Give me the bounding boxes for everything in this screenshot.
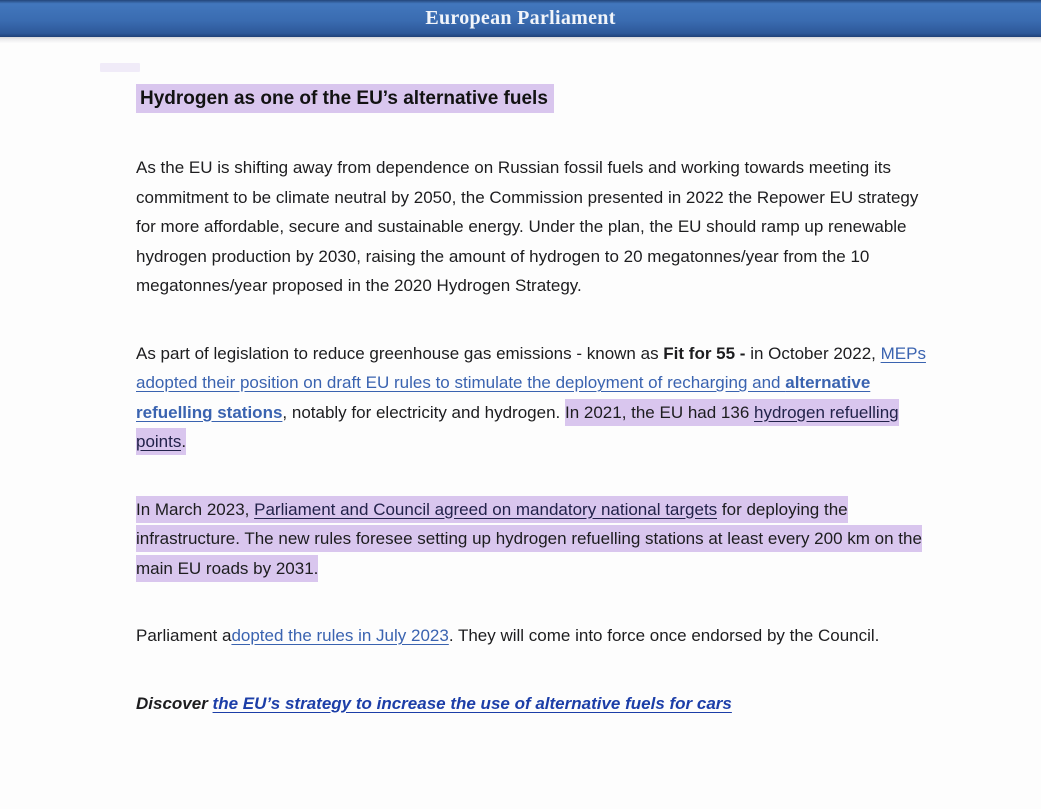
text-run: for deploying the infrastructure. The new rules foresee setting up hydrogen refuelling stations at least every 200 km on the main EU roads by 2031. bbox=[136, 496, 922, 582]
highlight-artifact bbox=[100, 63, 140, 72]
text-run: Discover bbox=[136, 693, 213, 713]
link-meps-position[interactable]: MEPs adopted their position on draft EU rules to stimulate the deployment of recharging and bbox=[136, 343, 926, 392]
site-title: European Parliament bbox=[425, 7, 616, 29]
paragraph-fit-for-55 bbox=[136, 339, 938, 457]
link-alternative-refuelling-stations[interactable]: alternative refuelling stations bbox=[136, 373, 871, 422]
link-hydrogen-refuelling-points[interactable]: hydrogen refuelling points bbox=[136, 399, 899, 456]
paragraph-march-2023-highlight bbox=[136, 495, 938, 584]
article-heading bbox=[136, 85, 938, 112]
text-run: As part of legislation to reduce greenhouse gas emissions - known as bbox=[136, 343, 664, 363]
link-eu-strategy-alternative-fuels[interactable]: the EU’s strategy to increase the use of alternative fuels for cars bbox=[212, 693, 732, 713]
text-run: In March 2023, bbox=[136, 496, 254, 523]
text-run: , notably for electricity and hydrogen. bbox=[282, 402, 565, 422]
article-content bbox=[0, 43, 938, 758]
text-run: As the EU is shifting away from dependence on Russian fossil fuels and working towards meeting its commitment to be climate neutral by 2050, the Commission presented in 2022 the Repower EU strategy for more affordable, secure and sustainable energy. Under the plan, the EU should ramp up renewable hydrogen production by 2030, raising the amount of hydrogen to 20 megatonnes/year from the 10 megatonnes/year proposed in the 2020 Hydrogen Strategy. bbox=[136, 158, 919, 295]
text-run: Parliament a bbox=[136, 626, 232, 645]
text-run: in October 2022, bbox=[745, 343, 881, 363]
link-adopted-rules-july-2023[interactable]: dopted the rules in July 2023 bbox=[231, 626, 449, 645]
paragraph-discover bbox=[136, 689, 938, 719]
paragraph-adopted-rules bbox=[136, 621, 938, 651]
text-run: In 2021, the EU had 136 bbox=[565, 399, 754, 426]
text-run: . They will come into force once endorsed by the Council. bbox=[448, 626, 880, 645]
text-run: . bbox=[181, 428, 186, 455]
article-heading-text: Hydrogen as one of the EU’s alternative fuels bbox=[136, 84, 554, 113]
link-mandatory-national-targets[interactable]: Parliament and Council agreed on mandatory national targets bbox=[254, 496, 717, 523]
header-banner bbox=[0, 0, 1041, 37]
text-run: Fit for 55 - bbox=[663, 343, 746, 363]
paragraph-repower-eu bbox=[136, 153, 938, 301]
